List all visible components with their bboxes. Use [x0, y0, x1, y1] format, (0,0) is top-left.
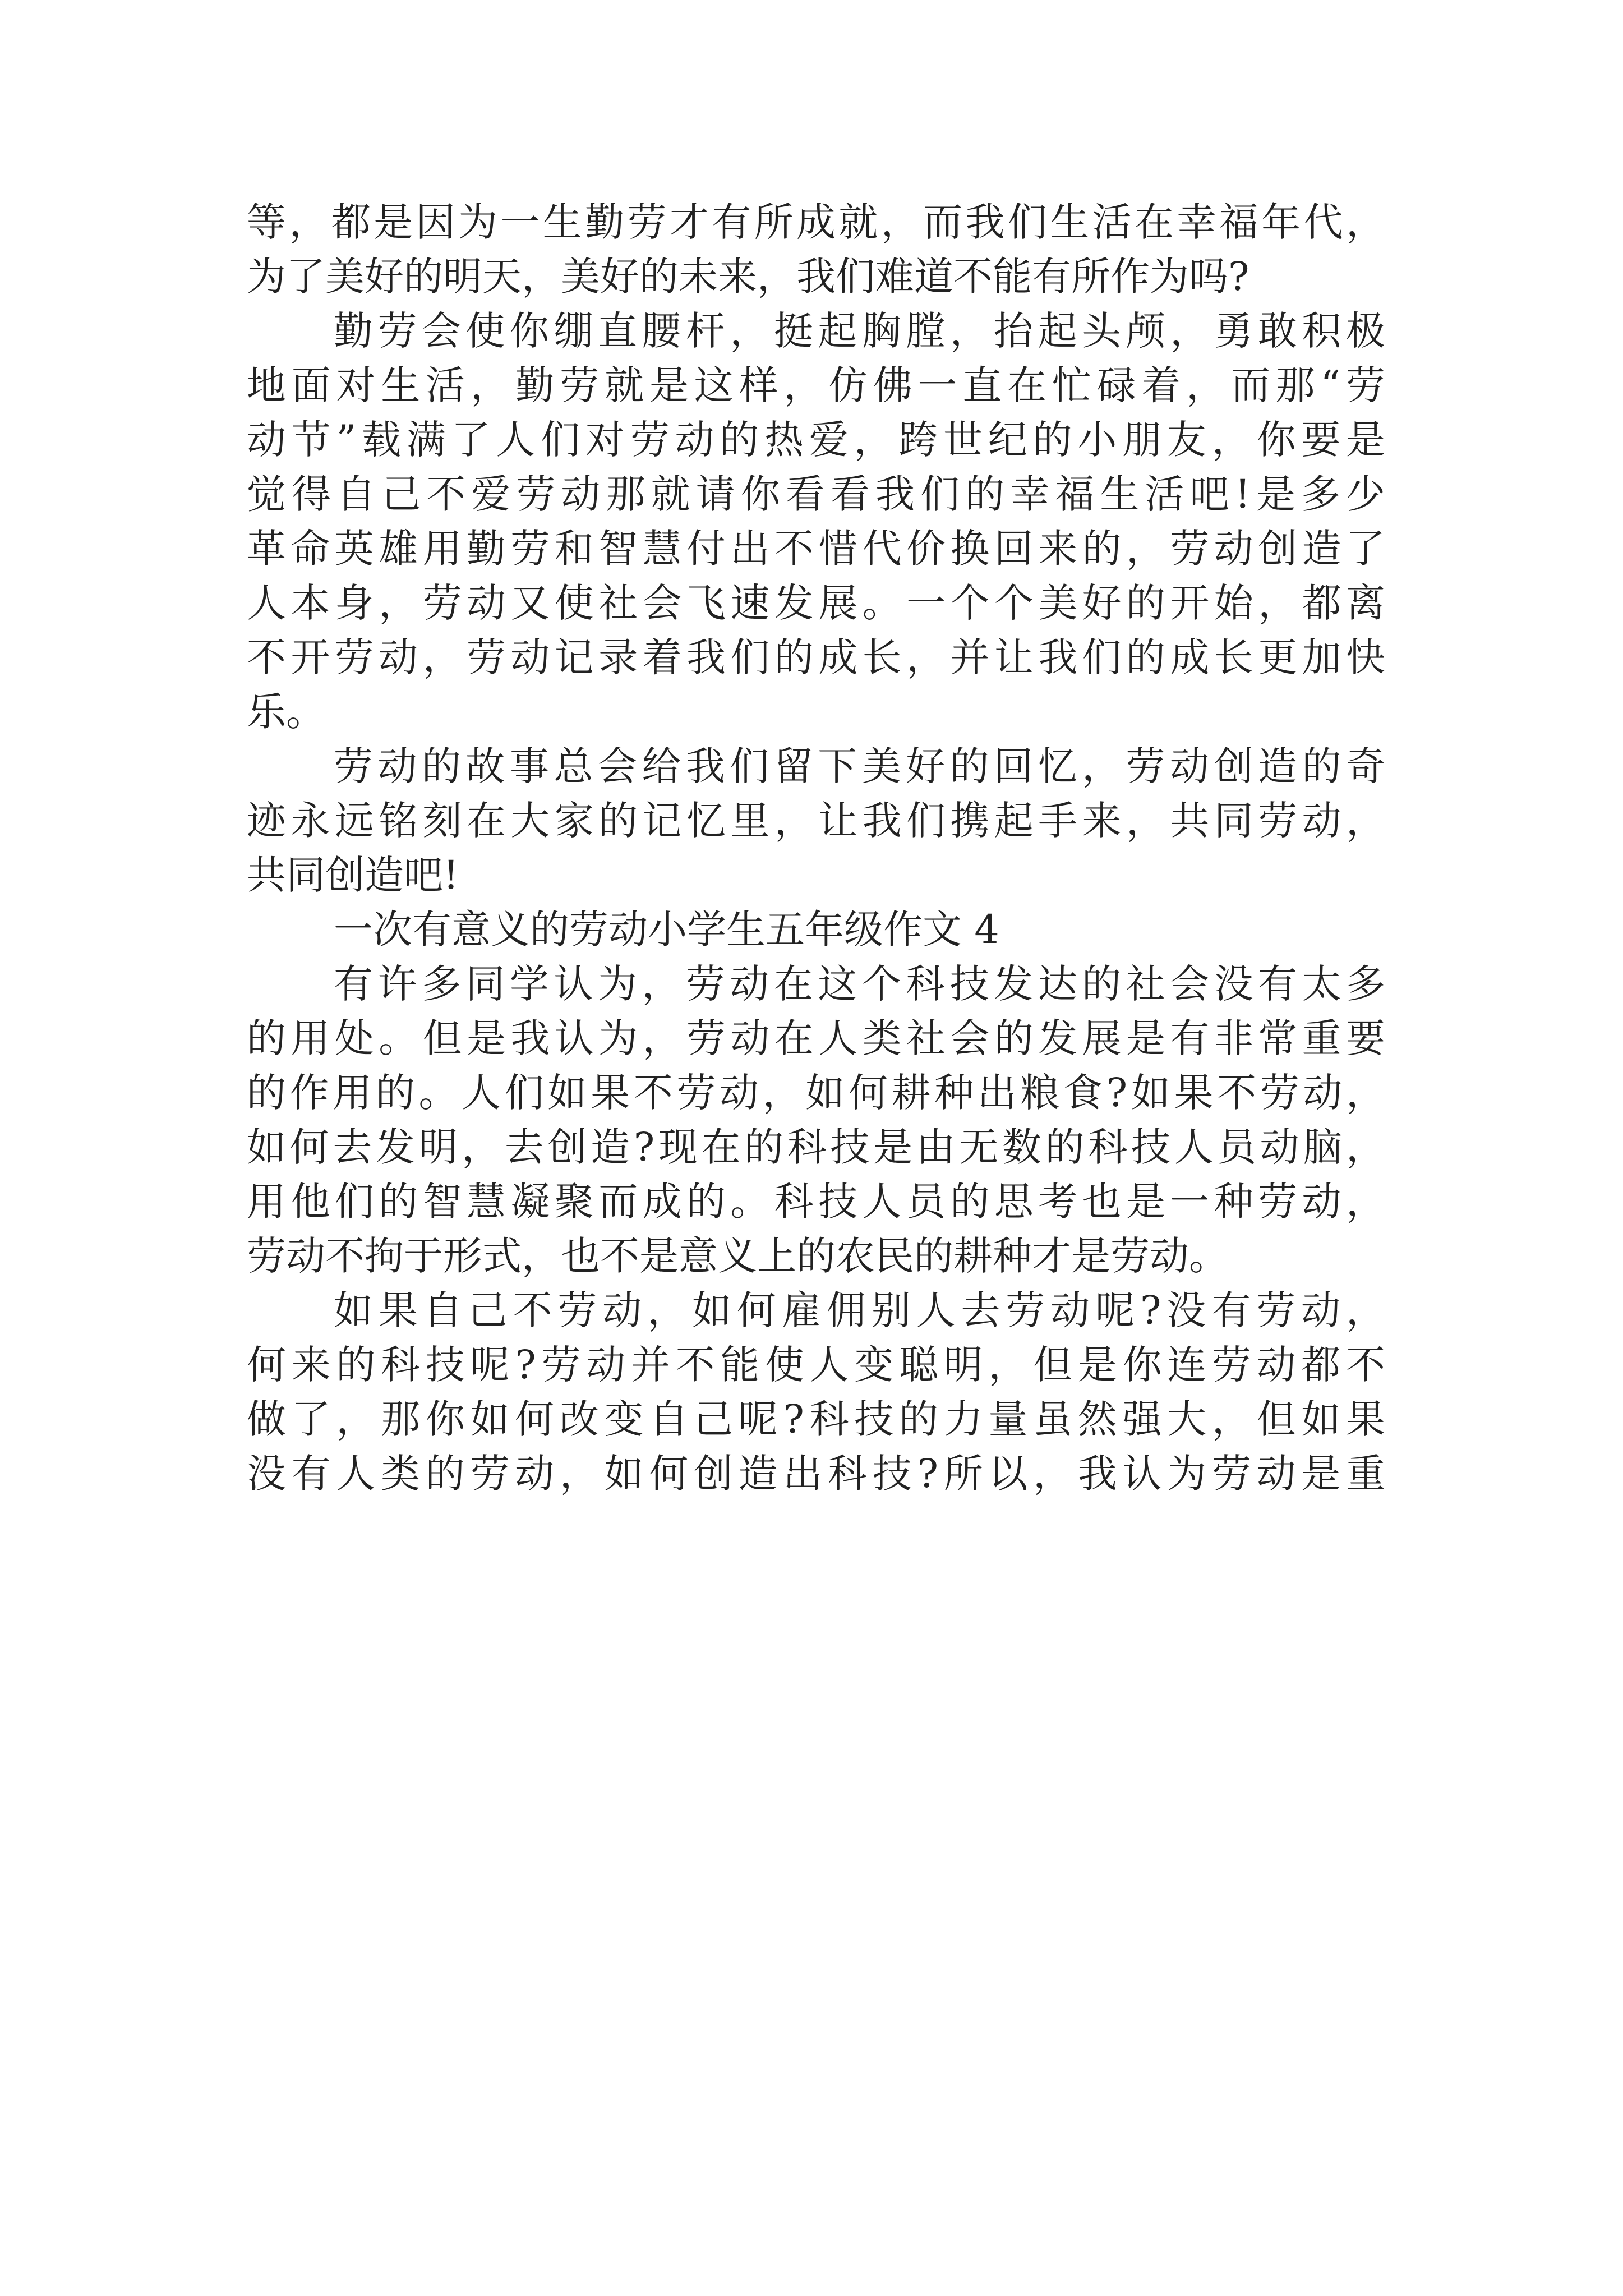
text-line: 的用处。但是我认为，劳动在人类社会的发展是有非常重要: [247, 1015, 1385, 1061]
text-line: 不开劳动，劳动记录着我们的成长，并让我们的成长更加快: [247, 634, 1385, 680]
text-line: 劳动不拘于形式，也不是意义上的农民的耕种才是劳动。: [247, 1233, 1228, 1279]
paragraph-first-line: 勤劳会使你绷直腰杆，挺起胸膛，抬起头颅，勇敢积极: [334, 308, 1385, 354]
text-line: 为了美好的明天，美好的未来，我们难道不能有所作为吗?: [247, 254, 1249, 300]
text-line: 共同创造吧!: [247, 852, 459, 898]
paragraph-first-line: 有许多同学认为，劳动在这个科技发达的社会没有太多: [334, 961, 1385, 1007]
text-line: 做了，那你如何改变自己呢?科技的力量虽然强大，但如果: [247, 1396, 1385, 1442]
text-line: 觉得自己不爱劳动那就请你看看我们的幸福生活吧!是多少: [247, 471, 1385, 517]
text-line: 的作用的。人们如果不劳动，如何耕种出粮食?如果不劳动，: [247, 1070, 1385, 1116]
paragraph-first-line: 一次有意义的劳动小学生五年级作文 4: [334, 907, 999, 953]
text-line: 何来的科技呢?劳动并不能使人变聪明，但是你连劳动都不: [247, 1342, 1385, 1388]
text-line: 迹永远铭刻在大家的记忆里，让我们携起手来，共同劳动，: [247, 798, 1385, 844]
text-line: 用他们的智慧凝聚而成的。科技人员的思考也是一种劳动，: [247, 1179, 1385, 1225]
text-line: 没有人类的劳动，如何创造出科技?所以，我认为劳动是重: [247, 1451, 1385, 1497]
essay-body: [247, 195, 1385, 1501]
paragraph-first-line: 如果自己不劳动，如何雇佣别人去劳动呢?没有劳动，: [334, 1287, 1385, 1333]
text-line: 乐。: [247, 689, 325, 735]
text-line: 动节”载满了人们对劳动的热爱，跨世纪的小朋友，你要是: [247, 417, 1385, 463]
text-line: 人本身，劳动又使社会飞速发展。一个个美好的开始，都离: [247, 580, 1385, 626]
paragraph-first-line: 劳动的故事总会给我们留下美好的回忆，劳动创造的奇: [334, 743, 1385, 789]
text-line: 如何去发明，去创造?现在的科技是由无数的科技人员动脑，: [247, 1124, 1385, 1170]
text-line: 地面对生活，勤劳就是这样，仿佛一直在忙碌着，而那“劳: [247, 362, 1385, 408]
text-line: 革命英雄用勤劳和智慧付出不惜代价换回来的，劳动创造了: [247, 526, 1385, 572]
text-line: 等，都是因为一生勤劳才有所成就，而我们生活在幸福年代，: [247, 199, 1385, 245]
